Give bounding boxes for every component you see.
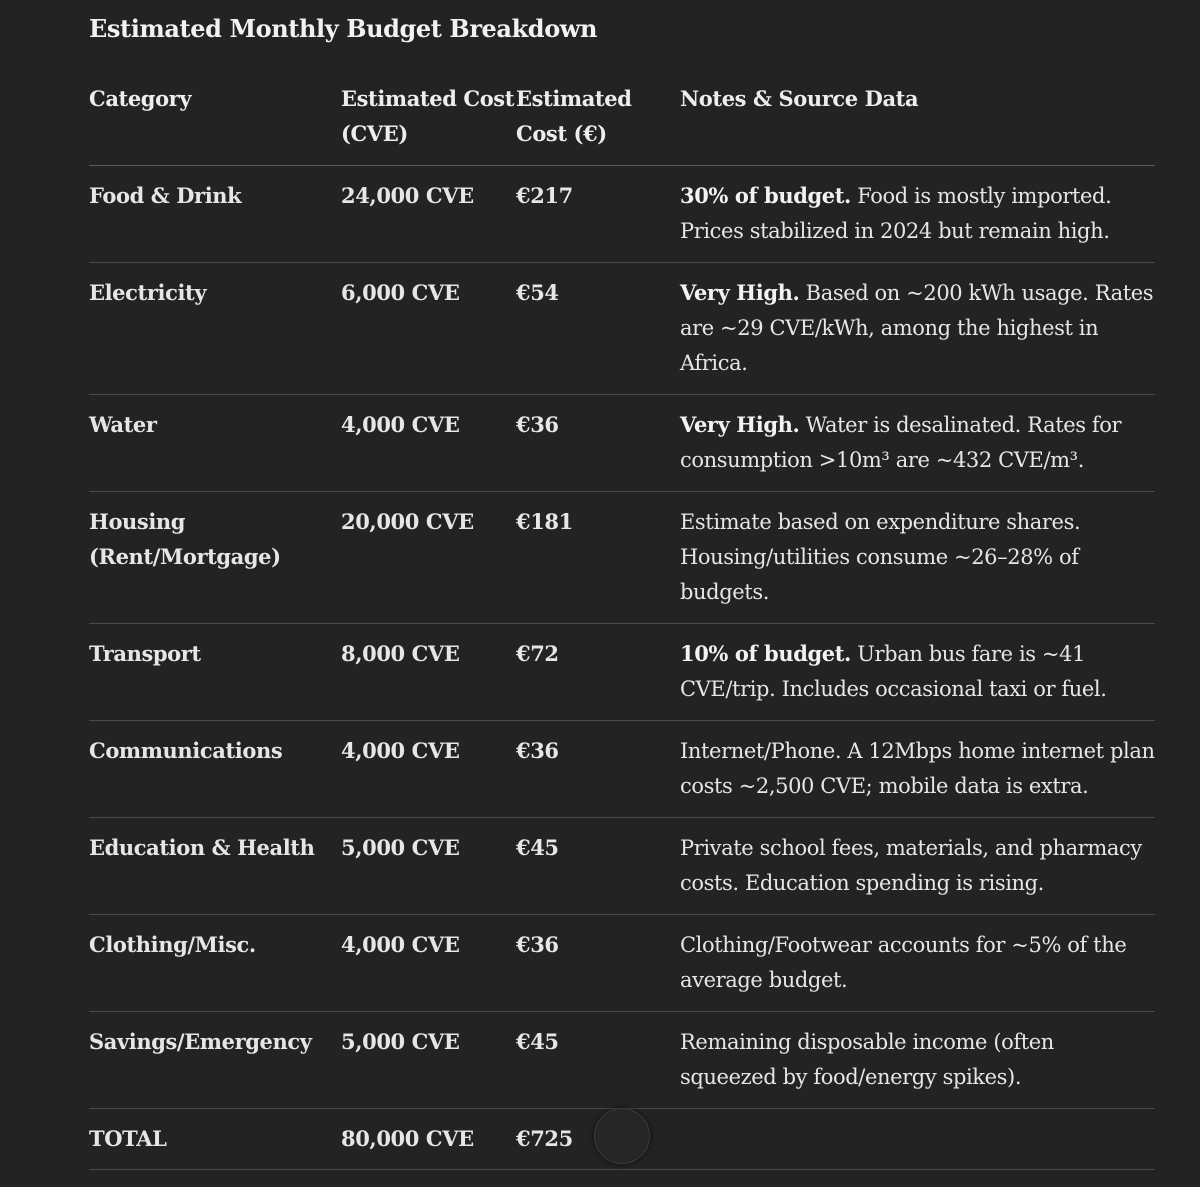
note-text: Estimate based on expenditure shares. Housing/utilities consume ~26–28% of budgets. [680, 510, 1081, 604]
cost-eur-cell: €36 [516, 412, 559, 437]
notes-cell [680, 1012, 1155, 1109]
cost-cve-cell: 8,000 CVE [341, 641, 460, 666]
note-text: Urban bus fare is ~41 CVE/trip. Includes occasional taxi or fuel. [680, 642, 1107, 701]
header-category: Category [89, 86, 192, 111]
cost-cve-cell: 4,000 CVE [341, 412, 460, 437]
cost-cve-cell: 4,000 CVE [341, 932, 460, 957]
table-row [89, 721, 1155, 818]
cost-cve-cell: 20,000 CVE [341, 509, 474, 534]
notes-cell [680, 492, 1155, 624]
notes-cell [680, 915, 1155, 1012]
category-cell: Clothing/Misc. [89, 932, 256, 957]
note-emphasis: 30% of budget. [680, 183, 851, 208]
note-emphasis: 10% of budget. [680, 641, 851, 666]
category-cell: Communications [89, 738, 283, 763]
cost-eur-cell: €217 [516, 183, 573, 208]
category-cell: Housing (Rent/Mortgage) [89, 509, 281, 569]
category-cell: Food & Drink [89, 183, 242, 208]
notes-cell [680, 263, 1155, 395]
cost-eur-cell: €181 [516, 509, 573, 534]
note-emphasis: Very High. [680, 280, 800, 305]
note-text: Internet/Phone. A 12Mbps home internet plan costs ~2,500 CVE; mobile data is extra. [680, 739, 1155, 798]
note-text: Water is desalinated. Rates for consumption >10m³ are ~432 CVE/m³. [680, 413, 1122, 472]
cost-cve-cell: 6,000 CVE [341, 280, 460, 305]
total-notes [680, 1109, 1155, 1170]
category-cell: Savings/Emergency [89, 1029, 312, 1054]
table-row [89, 1012, 1155, 1109]
cost-cve-cell: 5,000 CVE [341, 835, 460, 860]
category-cell: Education & Health [89, 835, 315, 860]
budget-table [89, 80, 1155, 1170]
cost-eur-cell: €45 [516, 835, 559, 860]
notes-cell [680, 721, 1155, 818]
notes-cell [680, 166, 1155, 263]
cost-eur-cell: €45 [516, 1029, 559, 1054]
cost-cve-cell: 5,000 CVE [341, 1029, 460, 1054]
cost-eur-cell: €72 [516, 641, 559, 666]
note-text: Food is mostly imported. Prices stabilized in 2024 but remain high. [680, 184, 1112, 243]
note-text: Based on ~200 kWh usage. Rates are ~29 CVE/kWh, among the highest in Africa. [680, 281, 1154, 375]
notes-cell [680, 818, 1155, 915]
table-row [89, 624, 1155, 721]
notes-cell [680, 395, 1155, 492]
table-row [89, 492, 1155, 624]
cost-eur-cell: €36 [516, 738, 559, 763]
header-notes: Notes & Source Data [680, 86, 919, 111]
table-header-row [89, 80, 1155, 166]
category-cell: Electricity [89, 280, 207, 305]
table-row [89, 395, 1155, 492]
cost-eur-cell: €54 [516, 280, 559, 305]
category-cell: Water [89, 412, 157, 437]
note-text: Private school fees, materials, and pharmacy costs. Education spending is rising. [680, 836, 1142, 895]
table-row [89, 263, 1155, 395]
table-row [89, 166, 1155, 263]
cost-eur-cell: €36 [516, 932, 559, 957]
note-text: Clothing/Footwear accounts for ~5% of the average budget. [680, 933, 1127, 992]
total-label: TOTAL [89, 1126, 167, 1151]
total-eur: €725 [516, 1126, 573, 1151]
category-cell: Transport [89, 641, 201, 666]
total-cve: 80,000 CVE [341, 1126, 474, 1151]
note-text: Remaining disposable income (often squeezed by food/energy spikes). [680, 1030, 1054, 1089]
scroll-to-bottom-button[interactable] [594, 1108, 650, 1164]
table-row [89, 818, 1155, 915]
cost-cve-cell: 24,000 CVE [341, 183, 474, 208]
notes-cell [680, 624, 1155, 721]
header-cost-cve: Estimated Cost (CVE) [341, 86, 515, 146]
note-emphasis: Very High. [680, 412, 800, 437]
page-title: Estimated Monthly Budget Breakdown [89, 14, 598, 43]
header-cost-eur: Estimated Cost (€) [516, 86, 632, 146]
table-row [89, 915, 1155, 1012]
cost-cve-cell: 4,000 CVE [341, 738, 460, 763]
